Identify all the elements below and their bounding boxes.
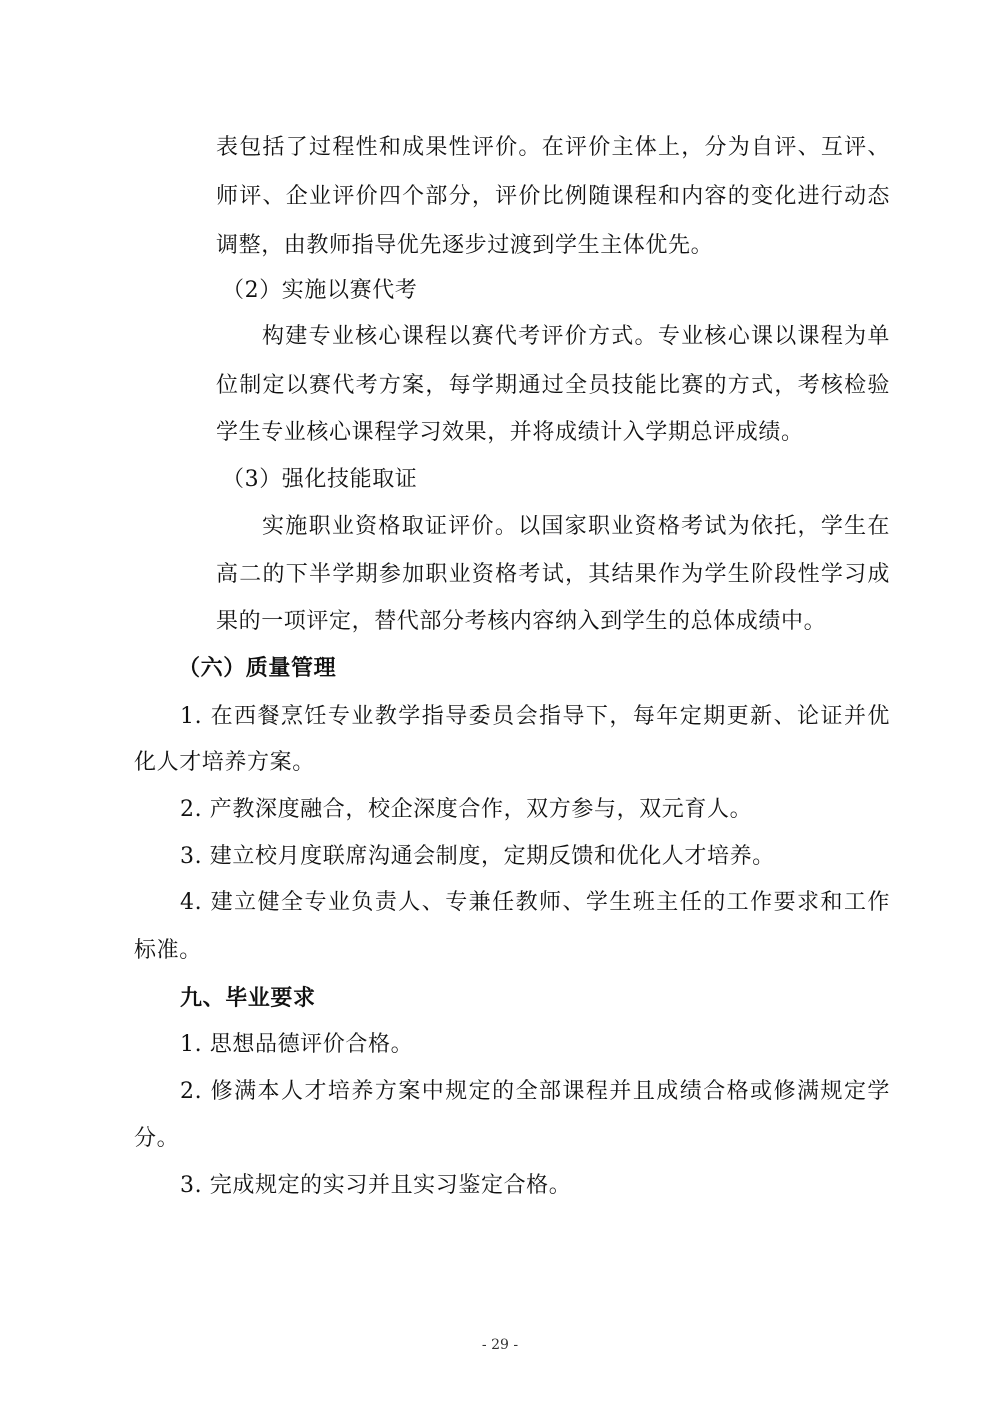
paragraph-line: 师评、企业评价四个部分，评价比例随课程和内容的变化进行动态: [216, 184, 890, 209]
list-item: 3. 完成规定的实习并且实习鉴定合格。: [180, 1173, 572, 1198]
list-item: 2. 产教深度融合，校企深度合作，双方参与，双元育人。: [180, 797, 753, 822]
list-item: 1. 思想品德评价合格。: [180, 1032, 414, 1057]
paragraph-line: 调整，由教师指导优先逐步过渡到学生主体优先。: [216, 233, 714, 258]
list-item: 1. 在西餐烹饪专业教学指导委员会指导下，每年定期更新、论证并优: [180, 704, 890, 729]
paragraph-line: 实施职业资格取证评价。以国家职业资格考试为依托，学生在: [262, 514, 890, 539]
page-number: - 29 -: [481, 1337, 519, 1353]
list-item-continuation: 分。: [134, 1126, 180, 1151]
section-heading-quality: （六）质量管理: [178, 655, 337, 681]
list-item: 3. 建立校月度联席沟通会制度，定期反馈和优化人才培养。: [180, 844, 775, 869]
paragraph-line: 果的一项评定，替代部分考核内容纳入到学生的总体成绩中。: [216, 609, 827, 634]
subheading-certificate: （3）强化技能取证: [222, 467, 418, 492]
paragraph-line: 高二的下半学期参加职业资格考试，其结果作为学生阶段性学习成: [216, 562, 890, 587]
section-heading-graduation: 九、毕业要求: [180, 985, 316, 1011]
list-item: 2. 修满本人才培养方案中规定的全部课程并且成绩合格或修满规定学: [180, 1079, 890, 1104]
list-item-continuation: 化人才培养方案。: [134, 750, 315, 775]
paragraph-line: 位制定以赛代考方案，每学期通过全员技能比赛的方式，考核检验: [216, 373, 890, 398]
subheading-competition: （2）实施以赛代考: [222, 278, 418, 303]
paragraph-line: 构建专业核心课程以赛代考评价方式。专业核心课以课程为单: [262, 324, 890, 349]
paragraph-line: 表包括了过程性和成果性评价。在评价主体上，分为自评、互评、: [216, 135, 890, 160]
paragraph-line: 学生专业核心课程学习效果，并将成绩计入学期总评成绩。: [216, 420, 804, 445]
list-item-continuation: 标准。: [134, 938, 202, 963]
list-item: 4. 建立健全专业负责人、专兼任教师、学生班主任的工作要求和工作: [180, 890, 890, 915]
